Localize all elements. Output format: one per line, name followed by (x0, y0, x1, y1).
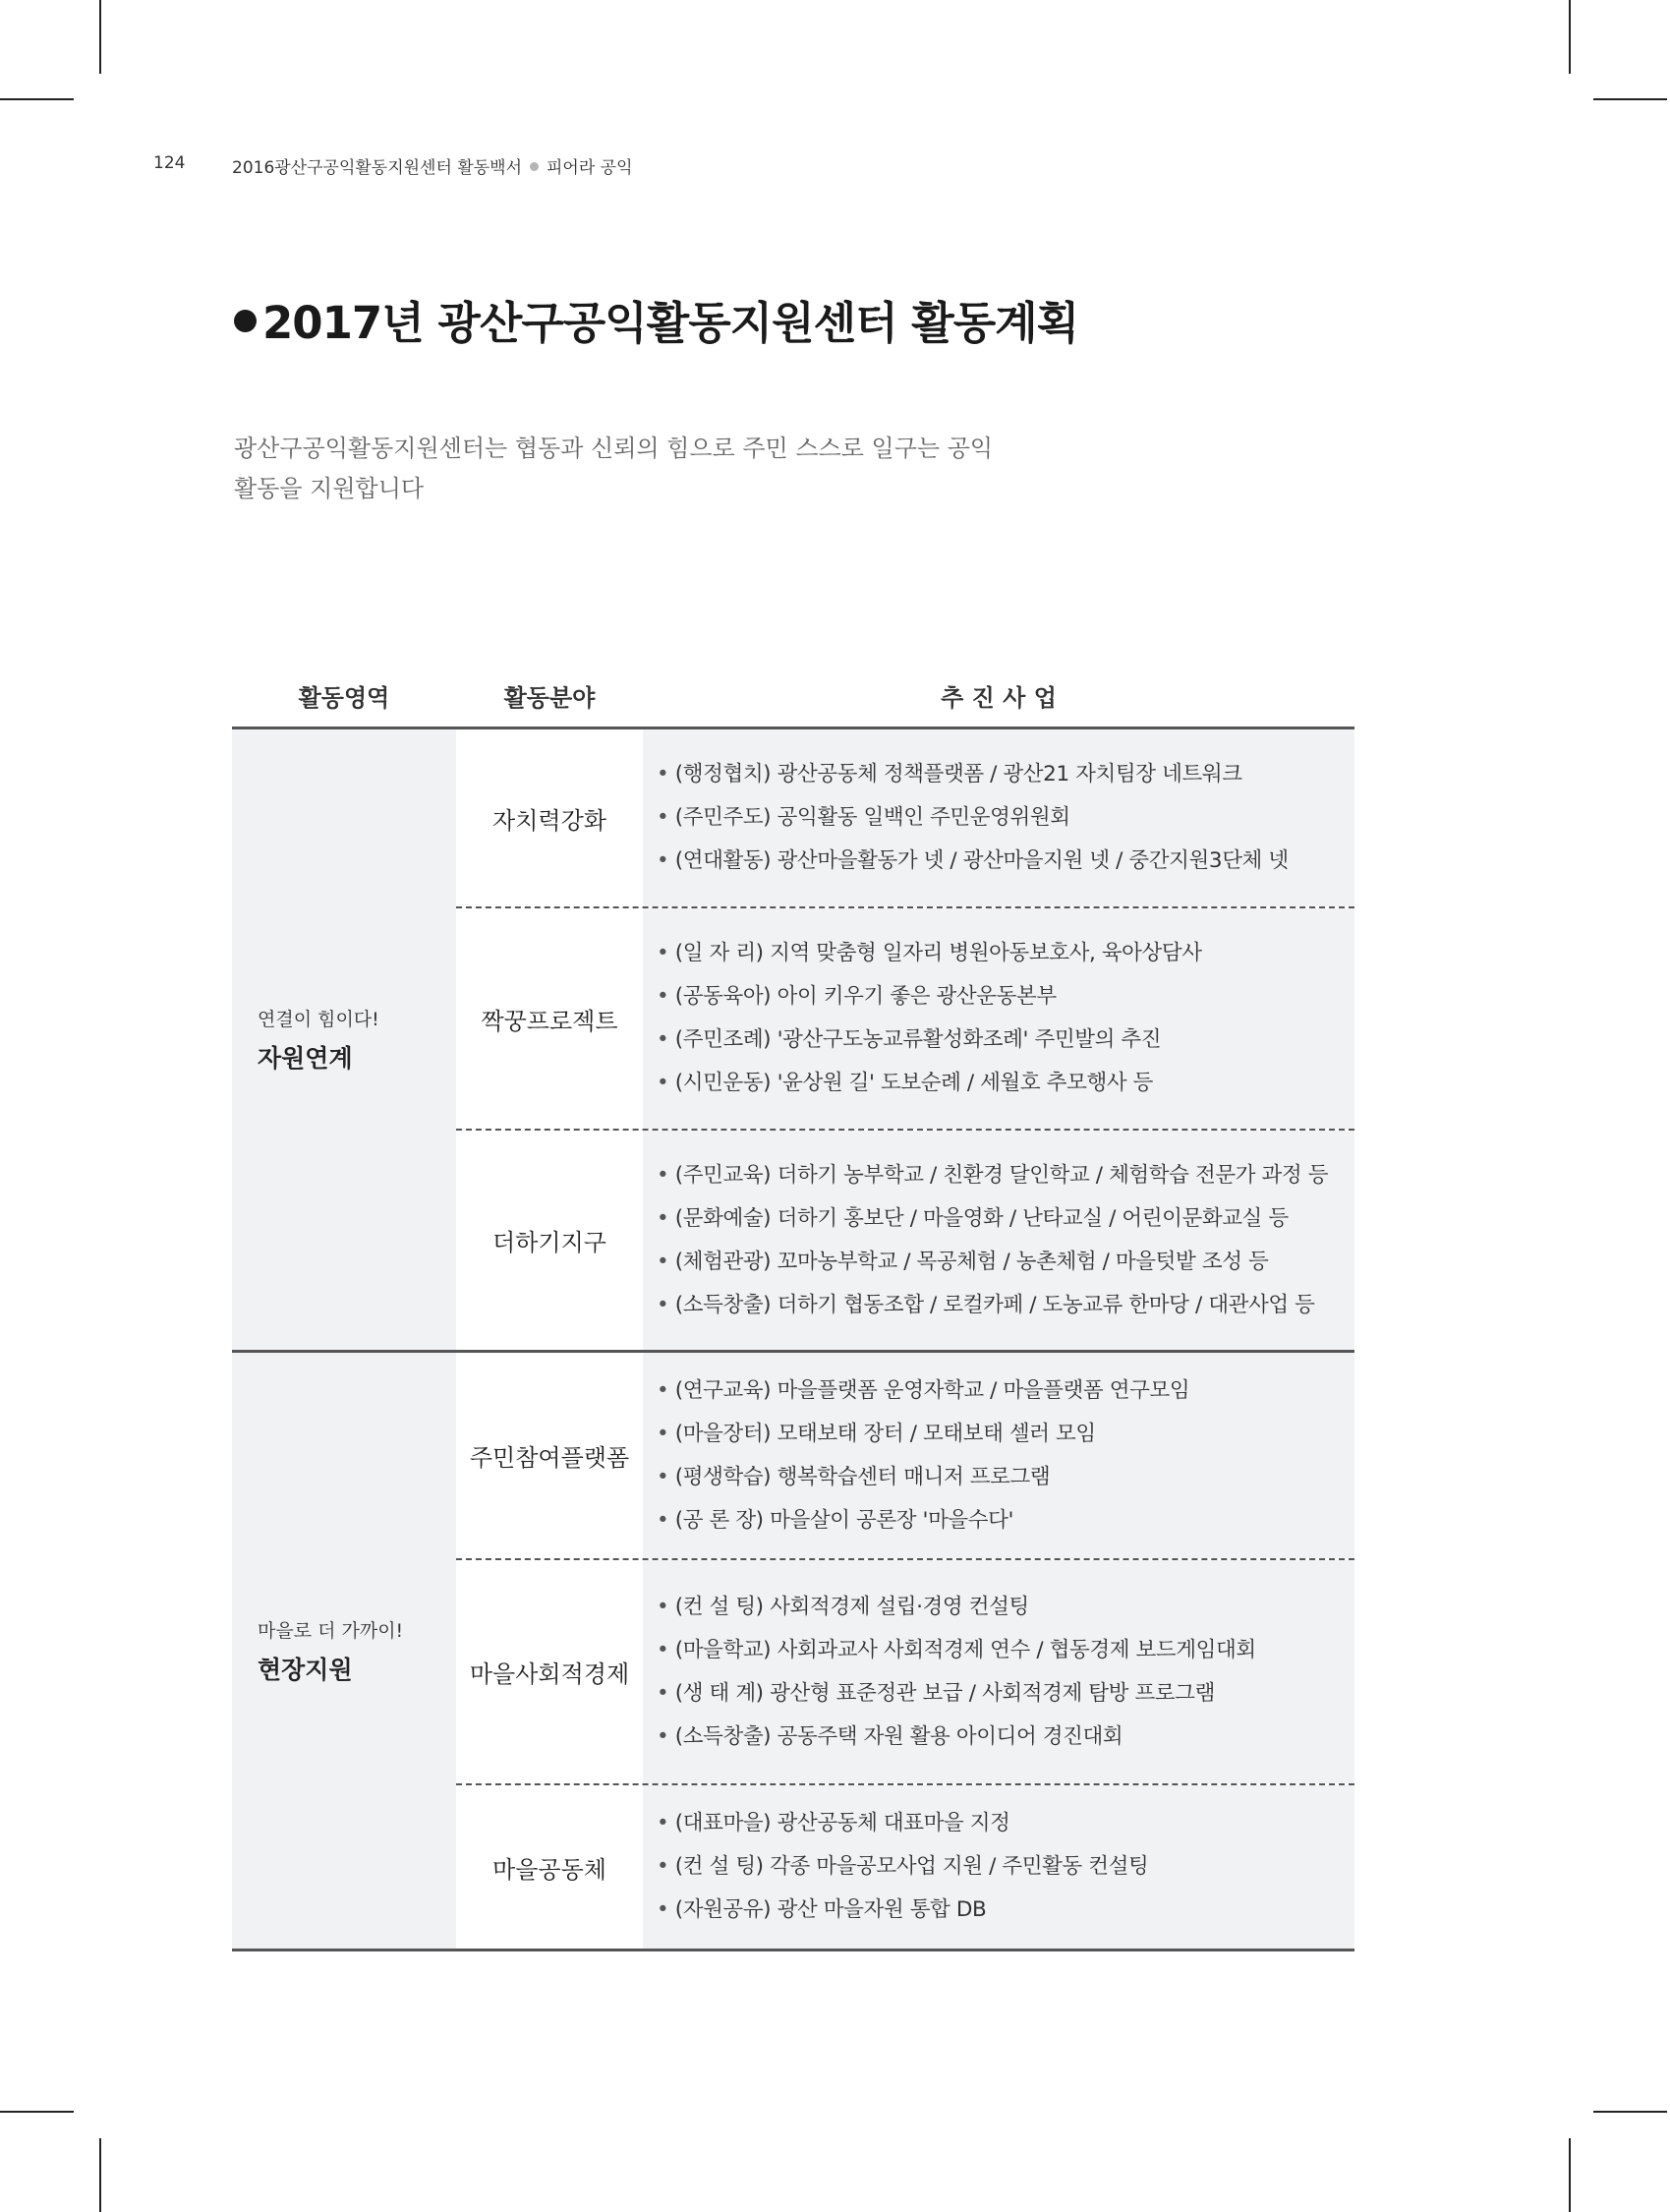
field-cell: 자치력강화 (456, 729, 643, 906)
table-row (456, 1353, 1354, 1558)
project-list (643, 729, 1354, 906)
project-item: • (컨 설 팅) 각종 마을공모사업 지원 / 주민활동 컨설팅 (657, 1845, 1354, 1889)
project-item: • (주민교육) 더하기 농부학교 / 친환경 달인학교 / 체험학습 전문가 과정 등 (657, 1154, 1354, 1197)
table-row (456, 1131, 1354, 1350)
area-subtitle: 연결이 힘이다! (258, 1009, 379, 1030)
project-item: • (마을장터) 모태보태 장터 / 모태보태 셀러 모임 (657, 1413, 1354, 1456)
chapter-title: 피어라 공익 (547, 158, 633, 178)
field-cell: 짝꿍프로젝트 (456, 908, 643, 1129)
project-item: • (생 태 계) 광산형 표준정관 보급 / 사회적경제 탐방 프로그램 (657, 1672, 1354, 1716)
project-list (643, 1131, 1354, 1350)
field-cell: 마을공동체 (456, 1785, 643, 1949)
running-header (232, 153, 633, 178)
page-title-text: 2017년 광산구공익활동지원센터 활동계획 (262, 297, 1079, 349)
intro-paragraph (234, 429, 1020, 509)
crop-mark (1593, 98, 1667, 100)
project-item: • (주민조례) '광산구도농교류활성화조례' 주민발의 추진 (657, 1019, 1354, 1062)
table-header (232, 678, 1354, 728)
project-list (643, 1353, 1354, 1558)
column-header-projects: 추 진 사 업 (941, 684, 1057, 712)
intro-line: 활동을 지원합니다 (234, 475, 425, 502)
project-item: • (마을학교) 사회과교사 사회적경제 연수 / 협동경제 보드게임대회 (657, 1629, 1354, 1672)
project-item: • (시민운동) '윤상원 길' 도보순례 / 세월호 추모행사 등 (657, 1062, 1354, 1105)
project-item: • (소득창출) 더하기 협동조합 / 로컬카페 / 도농교류 한마당 / 대관사업 등 (657, 1284, 1354, 1327)
project-item: • (평생학습) 행복학습센터 매니저 프로그램 (657, 1456, 1354, 1499)
crop-mark (0, 98, 74, 100)
table-row (456, 1560, 1354, 1783)
page-title (234, 287, 1078, 351)
crop-mark (1569, 0, 1571, 74)
project-item: • (연대활동) 광산마을활동가 넷 / 광산마을지원 넷 / 중간지원3단체 넷 (657, 840, 1354, 883)
project-list (643, 1785, 1354, 1949)
area-cell (232, 1353, 456, 1949)
book-title: 2016광산구공익활동지원센터 활동백서 (232, 158, 522, 178)
table-row (456, 729, 1354, 906)
crop-mark (1593, 2111, 1667, 2113)
column-header-field: 활동분야 (503, 684, 596, 712)
project-item: • (일 자 리) 지역 맞춤형 일자리 병원아동보호사, 육아상담사 (657, 932, 1354, 975)
area-cell (232, 729, 456, 1350)
table-section (232, 729, 1354, 1350)
project-item: • (자원공유) 광산 마을자원 통합 DB (657, 1889, 1354, 1932)
area-name: 자원연계 (258, 1044, 353, 1073)
field-cell: 더하기지구 (456, 1131, 643, 1350)
project-item: • (주민주도) 공익활동 일백인 주민운영위원회 (657, 796, 1354, 840)
project-item: • (체험관광) 꼬마농부학교 / 목공체험 / 농촌체험 / 마을텃밭 조성 등 (657, 1241, 1354, 1284)
project-item: • (문화예술) 더하기 홍보단 / 마을영화 / 난타교실 / 어린이문화교실 등 (657, 1197, 1354, 1241)
area-subtitle: 마을로 더 가까이! (258, 1619, 404, 1642)
crop-mark (99, 0, 101, 74)
project-item: • (대표마을) 광산공동체 대표마을 지정 (657, 1802, 1354, 1845)
field-cell: 마을사회적경제 (456, 1560, 643, 1783)
field-cell: 주민참여플랫폼 (456, 1353, 643, 1558)
project-list (643, 908, 1354, 1129)
column-header-area: 활동영역 (298, 684, 390, 712)
crop-mark (0, 2111, 74, 2113)
table-row (456, 1785, 1354, 1949)
project-item: • (소득창출) 공동주택 자원 활용 아이디어 경진대회 (657, 1716, 1354, 1759)
bullet-icon (234, 310, 257, 332)
project-item: • (연구교육) 마을플랫폼 운영자학교 / 마을플랫폼 연구모임 (657, 1369, 1354, 1413)
table-bottom-rule (232, 1949, 1354, 1951)
project-list (643, 1560, 1354, 1783)
table-row (456, 908, 1354, 1129)
separator-dot-icon (530, 162, 539, 171)
table-section (232, 1353, 1354, 1949)
project-item: • (공동육아) 아이 키우기 좋은 광산운동본부 (657, 975, 1354, 1019)
area-name: 현장지원 (258, 1655, 353, 1684)
project-item: • (행정협치) 광산공동체 정책플랫폼 / 광산21 자치팀장 네트워크 (657, 753, 1354, 796)
intro-line: 광산구공익활동지원센터는 협동과 신뢰의 힘으로 주민 스스로 일구는 공익 (234, 435, 994, 462)
project-item: • (공 론 장) 마을살이 공론장 '마을수다' (657, 1499, 1354, 1543)
project-item: • (컨 설 팅) 사회적경제 설립·경영 컨설팅 (657, 1586, 1354, 1629)
crop-mark (99, 2138, 101, 2212)
page-number: 124 (153, 153, 186, 173)
crop-mark (1569, 2138, 1571, 2212)
